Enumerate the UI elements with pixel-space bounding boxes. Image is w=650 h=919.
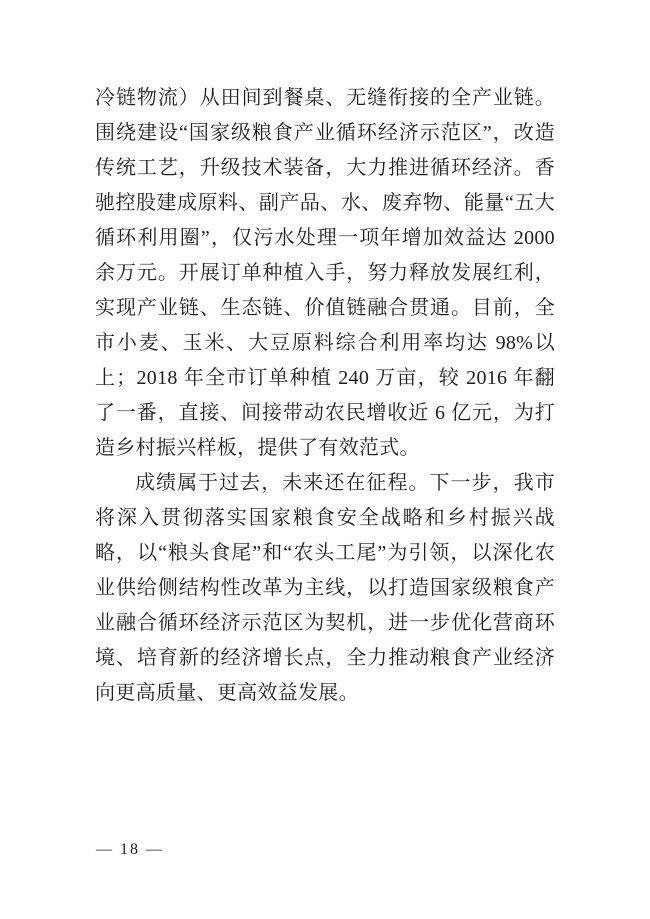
paragraph-continuation: 冷链物流）从田间到餐桌、无缝衔接的全产业链。围绕建设“国家级粮食产业循环经济示范区”，改造传统工艺，升级技术装备，大力推进循环经济。香驰控股建成原料、副产品、水、废弃物、能量“五大循环利用圈”，仅污水处理一项年增加效益达 2000 余万元。开展订单种植入手，努力释放发展红利，实现产业链、生态链、价值链融合贯通。目前，全市小麦、玉米、大豆原料综合利用率均达 98%以上；2018 年全市订单种植 240 万亩，较 2016 年翻了一番，直接、间接带动农民增收近 6 亿元，为打造乡村振兴样板，提供了有效范式。 [95,87,555,459]
body-text-block [95,81,555,711]
page-number: — 18 — [96,841,164,858]
paragraph-closing: 成绩属于过去，未来还在征程。下一步，我市将深入贯彻落实国家粮食安全战略和乡村振兴战略，以“粮头食尾”和“农头工尾”为引领，以深化农业供给侧结构性改革为主线，以打造国家级粮食产业融合循环经济示范区为契机，进一步优化营商环境、培育新的经济增长点，全力推动粮食产业经济向更高质量、更高效益发展。 [95,472,555,704]
